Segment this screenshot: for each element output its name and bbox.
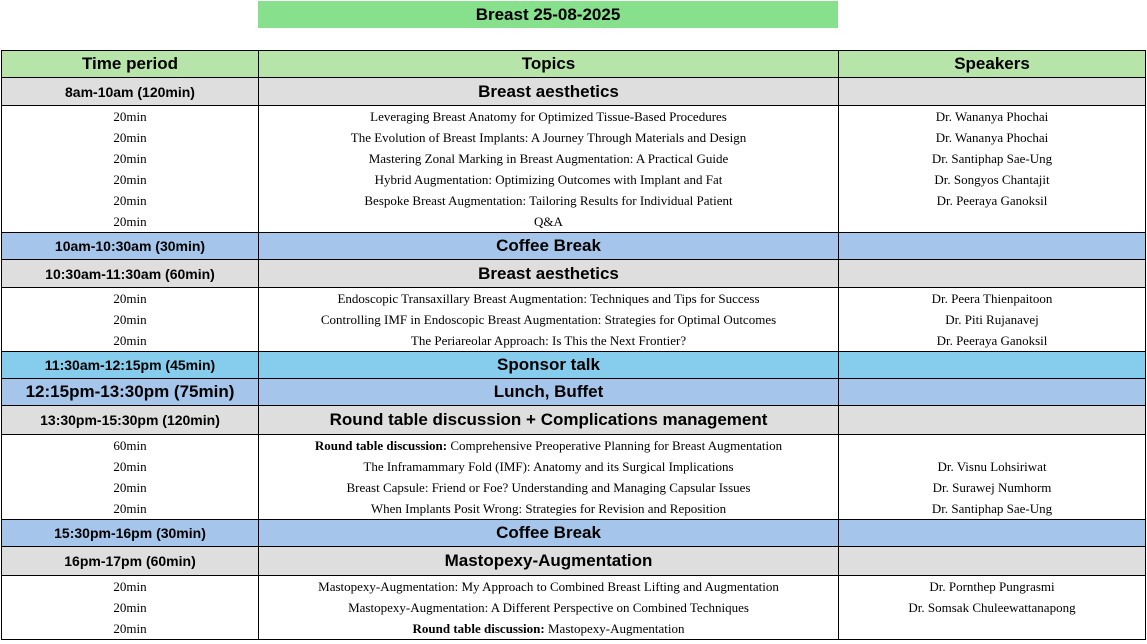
session-row [2, 309, 1146, 330]
session-speaker: Dr. Visnu Lohsiriwat [839, 456, 1146, 477]
session-topic-cell [259, 309, 839, 330]
session-speaker: Dr. Peeraya Ganoksil [839, 190, 1146, 211]
session-duration: 20min [2, 330, 259, 352]
session-topic: Bespoke Breast Augmentation: Tailoring Results for Individual Patient [364, 192, 733, 208]
session-duration: 20min [2, 211, 259, 233]
section-topic: Breast aesthetics [259, 78, 839, 106]
section-topic: Lunch, Buffet [259, 379, 839, 406]
session-row [2, 618, 1146, 640]
session-duration: 20min [2, 106, 259, 128]
session-topic: The Evolution of Breast Implants: A Journey Through Materials and Design [350, 129, 747, 145]
session-topic-cell [259, 169, 839, 190]
session-speaker [839, 618, 1146, 640]
session-row [2, 288, 1146, 310]
session-row [2, 498, 1146, 520]
session-speaker: Dr. Santiphap Sae-Ung [839, 148, 1146, 169]
section-speaker-cell [839, 352, 1146, 379]
section-time-period: 10:30am-11:30am (60min) [2, 260, 259, 288]
section-time-period: 11:30am-12:15pm (45min) [2, 352, 259, 379]
session-topic: Hybrid Augmentation: Optimizing Outcomes with Implant and Fat [374, 171, 723, 187]
section-time-period: 10am-10:30am (30min) [2, 233, 259, 260]
section-speaker-cell [839, 233, 1146, 260]
session-topic: Controlling IMF in Endoscopic Breast Augmentation: Strategies for Optimal Outcomes [320, 311, 777, 327]
session-row [2, 330, 1146, 352]
session-duration: 20min [2, 169, 259, 190]
session-row [2, 477, 1146, 498]
session-topic-cell [259, 148, 839, 169]
session-speaker: Dr. Pornthep Pungrasmi [839, 576, 1146, 598]
section-time-period: 13:30pm-15:30pm (120min) [2, 406, 259, 435]
session-topic-cell [259, 477, 839, 498]
header-time-period: Time period [2, 51, 259, 78]
section-topic: Breast aesthetics [259, 260, 839, 288]
session-speaker: Dr. Peeraya Ganoksil [839, 330, 1146, 352]
session-duration: 20min [2, 498, 259, 520]
session-topic-cell [259, 597, 839, 618]
session-duration: 20min [2, 148, 259, 169]
section-row [2, 260, 1146, 288]
session-duration: 20min [2, 477, 259, 498]
schedule-title: Breast 25-08-2025 [258, 1, 838, 28]
section-time-period: 12:15pm-13:30pm (75min) [2, 379, 259, 406]
session-speaker: Dr. Songyos Chantajit [839, 169, 1146, 190]
session-duration: 20min [2, 127, 259, 148]
section-row [2, 78, 1146, 106]
session-duration: 20min [2, 576, 259, 598]
section-speaker-cell [839, 520, 1146, 547]
session-duration: 20min [2, 456, 259, 477]
session-topic: The Periareolar Approach: Is This the Next Frontier? [410, 332, 687, 348]
session-topic-cell [259, 435, 839, 457]
section-speaker-cell [839, 379, 1146, 406]
section-topic: Round table discussion + Complications management [259, 406, 839, 435]
session-speaker: Dr. Piti Rujanavej [839, 309, 1146, 330]
session-row [2, 597, 1146, 618]
section-speaker-cell [839, 547, 1146, 576]
section-topic: Coffee Break [259, 233, 839, 260]
section-row [2, 406, 1146, 435]
session-row [2, 190, 1146, 211]
header-speakers: Speakers [839, 51, 1146, 78]
session-topic: Endoscopic Transaxillary Breast Augmentation: Techniques and Tips for Success [337, 290, 760, 306]
section-speaker-cell [839, 78, 1146, 106]
session-topic-cell [259, 211, 839, 233]
session-topic-cell [259, 127, 839, 148]
session-duration: 60min [2, 435, 259, 457]
session-speaker: Dr. Peera Thienpaitoon [839, 288, 1146, 310]
session-row [2, 456, 1146, 477]
session-duration: 20min [2, 309, 259, 330]
section-row [2, 547, 1146, 576]
session-topic: Mastopexy-Augmentation: A Different Perspective on Combined Techniques [348, 599, 749, 615]
session-topic: Mastering Zonal Marking in Breast Augmentation: A Practical Guide [368, 150, 729, 166]
session-topic: Q&A [534, 213, 563, 229]
session-topic-cell [259, 288, 839, 310]
session-topic-cell [259, 190, 839, 211]
section-time-period: 8am-10am (120min) [2, 78, 259, 106]
session-duration: 20min [2, 190, 259, 211]
section-speaker-cell [839, 406, 1146, 435]
session-topic-cell [259, 106, 839, 128]
session-topic-bold: Round table discussion: [314, 437, 448, 453]
session-speaker [839, 211, 1146, 233]
session-row [2, 435, 1146, 457]
session-row [2, 106, 1146, 128]
session-speaker: Dr. Somsak Chuleewattanapong [839, 597, 1146, 618]
session-row [2, 576, 1146, 598]
session-row [2, 148, 1146, 169]
session-topic: Comprehensive Preoperative Planning for Breast Augmentation [447, 437, 783, 453]
session-row [2, 127, 1146, 148]
session-row [2, 169, 1146, 190]
session-topic: Mastopexy-Augmentation: My Approach to Combined Breast Lifting and Augmentation [318, 578, 779, 594]
section-row [2, 379, 1146, 406]
session-topic: When Implants Posit Wrong: Strategies for Revision and Reposition [370, 500, 727, 516]
session-speaker: Dr. Wananya Phochai [839, 127, 1146, 148]
header-row [2, 51, 1146, 78]
session-duration: 20min [2, 597, 259, 618]
session-speaker: Dr. Surawej Numhorm [839, 477, 1146, 498]
session-topic-cell [259, 330, 839, 352]
section-topic: Mastopexy-Augmentation [259, 547, 839, 576]
session-topic: Mastopexy-Augmentation [544, 620, 685, 636]
section-topic: Sponsor talk [259, 352, 839, 379]
session-topic-cell [259, 618, 839, 640]
session-topic-cell [259, 456, 839, 477]
session-speaker: Dr. Wananya Phochai [839, 106, 1146, 128]
session-topic-cell [259, 576, 839, 598]
section-row [2, 520, 1146, 547]
session-duration: 20min [2, 288, 259, 310]
section-speaker-cell [839, 260, 1146, 288]
session-speaker: Dr. Santiphap Sae-Ung [839, 498, 1146, 520]
session-row [2, 211, 1146, 233]
session-duration: 20min [2, 618, 259, 640]
section-topic: Coffee Break [259, 520, 839, 547]
session-topic: The Inframammary Fold (IMF): Anatomy and its Surgical Implications [363, 458, 734, 474]
session-topic: Breast Capsule: Friend or Foe? Understanding and Managing Capsular Issues [346, 479, 751, 495]
session-topic: Leveraging Breast Anatomy for Optimized Tissue-Based Procedures [370, 108, 727, 124]
session-topic-bold: Round table discussion: [412, 620, 545, 636]
section-row [2, 233, 1146, 260]
section-row [2, 352, 1146, 379]
header-topics: Topics [259, 51, 839, 78]
session-topic-cell [259, 498, 839, 520]
section-time-period: 16pm-17pm (60min) [2, 547, 259, 576]
section-time-period: 15:30pm-16pm (30min) [2, 520, 259, 547]
schedule-table [1, 50, 1146, 640]
session-speaker [839, 435, 1146, 457]
